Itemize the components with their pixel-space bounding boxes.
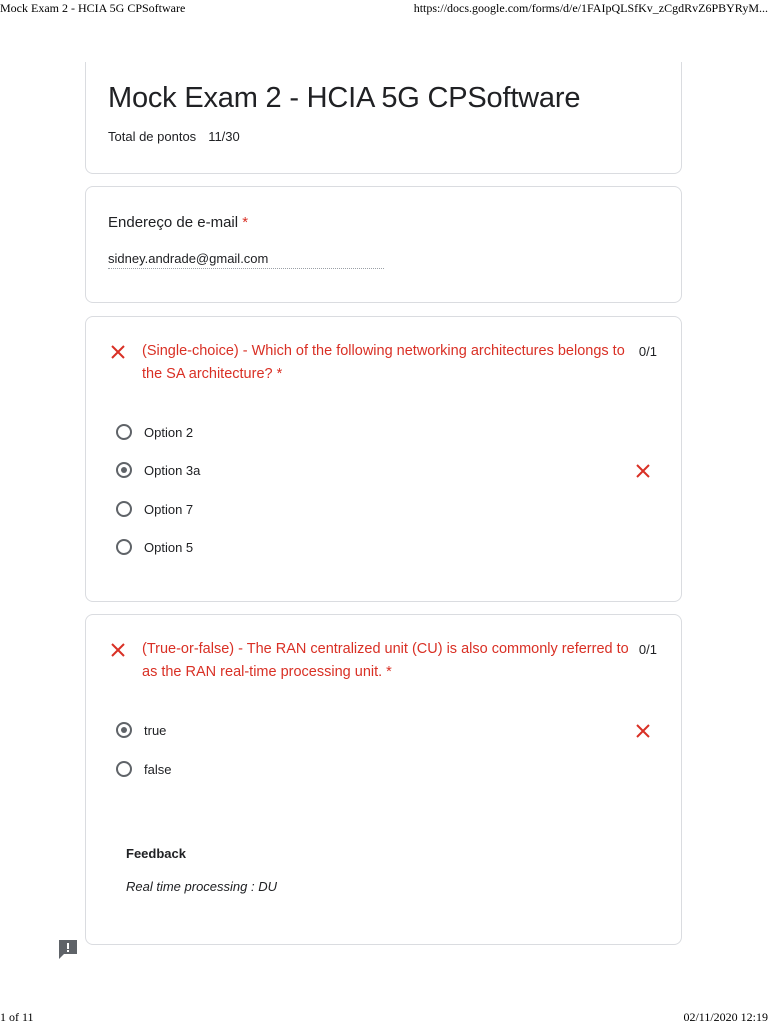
print-footer [0, 1009, 768, 1025]
option-row[interactable] [116, 421, 193, 443]
feedback-title: Feedback [126, 846, 186, 861]
page-number: 1 of 11 [0, 1010, 34, 1024]
form-title: Mock Exam 2 - HCIA 5G CPSoftware [108, 82, 581, 114]
radio-button-selected[interactable] [116, 462, 132, 478]
close-icon [635, 723, 651, 739]
close-icon [635, 463, 651, 479]
print-header-title: Mock Exam 2 - HCIA 5G CPSoftware [0, 1, 186, 15]
email-label-text: Endereço de e-mail [108, 214, 239, 231]
close-icon [110, 344, 126, 360]
option-row[interactable] [116, 719, 166, 741]
radio-button-selected[interactable] [116, 722, 132, 738]
option-label: Option 7 [144, 501, 194, 517]
option-label: Option 5 [144, 539, 194, 555]
radio-button[interactable] [116, 424, 132, 440]
question-card-1 [85, 316, 682, 602]
required-asterisk: * [242, 214, 249, 231]
question-text: (Single-choice) - Which of the following networking architectures belongs to the SA architecture? * [142, 343, 625, 382]
total-score [108, 129, 240, 144]
email-label [108, 214, 248, 231]
print-datetime: 02/11/2020 12:19 [683, 1010, 768, 1024]
option-row[interactable] [116, 536, 193, 558]
option-label: false [144, 761, 172, 777]
option-row[interactable] [116, 459, 200, 481]
score-value: 11/30 [208, 129, 240, 144]
option-row[interactable] [116, 758, 171, 780]
score-label: Total de pontos [108, 129, 197, 144]
print-header [0, 0, 768, 16]
print-header-url: https://docs.google.com/forms/d/e/1FAIpQLSfKv_zCgdRvZ6PBYRyM... [413, 1, 768, 15]
report-issue-icon[interactable] [57, 938, 79, 962]
option-label: true [144, 722, 167, 738]
question-text: (True-or-false) - The RAN centralized unit (CU) is also commonly referred to as the RAN real-time processing unit. * [142, 641, 629, 680]
radio-button[interactable] [116, 501, 132, 517]
radio-button[interactable] [116, 761, 132, 777]
option-row[interactable] [116, 498, 193, 520]
question-points: 0/1 [638, 642, 657, 657]
feedback-text: Real time processing : DU [126, 879, 277, 894]
form-title-card [85, 62, 682, 174]
email-card [85, 186, 682, 303]
question-card-2 [85, 614, 682, 945]
question-points: 0/1 [638, 344, 657, 359]
option-label: Option 2 [144, 424, 194, 440]
radio-button[interactable] [116, 539, 132, 555]
option-label: Option 3a [144, 462, 201, 478]
close-icon [110, 642, 126, 658]
email-field[interactable]: sidney.andrade@gmail.com [108, 251, 384, 269]
